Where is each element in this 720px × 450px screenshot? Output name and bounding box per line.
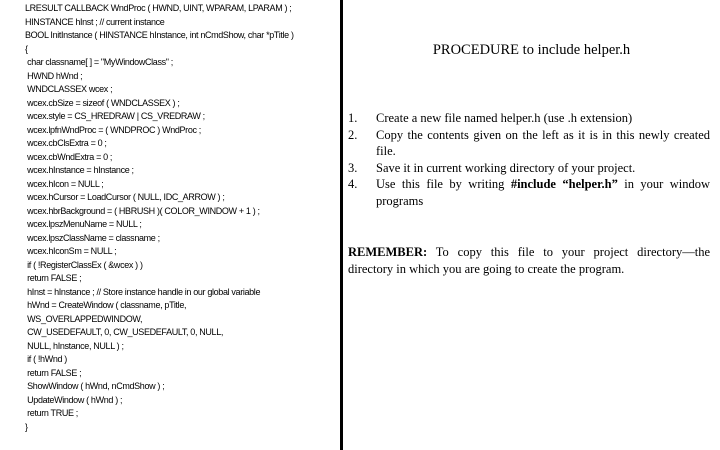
code-line: char classname[ ] = "MyWindowClass" ; — [25, 57, 173, 67]
code-line: wcex.hIcon = NULL ; — [25, 178, 104, 189]
code-line: wcex.hCursor = LoadCursor ( NULL, IDC_ARROW ) ; — [25, 192, 225, 202]
step-item — [348, 176, 710, 209]
code-line: wcex.hbrBackground = ( HBRUSH )( COLOR_WINDOW + 1 ) ; — [25, 205, 260, 216]
code-line: wcex.hInstance = hInstance ; — [25, 165, 134, 175]
code-line: wcex.lpszMenuName = NULL ; — [25, 219, 142, 229]
code-line: HINSTANCE hInst ; // current instance — [25, 16, 165, 27]
code-line: } — [25, 421, 28, 432]
step-number: 3. — [348, 160, 358, 175]
code-line: wcex.style = CS_HREDRAW | CS_VREDRAW ; — [25, 111, 205, 121]
code-line: return FALSE ; — [25, 367, 82, 378]
code-line: return TRUE ; — [25, 408, 78, 418]
code-panel — [0, 0, 340, 450]
include-directive: #include “helper.h” — [510, 177, 618, 191]
code-line: LRESULT CALLBACK WndProc ( HWND, UINT, WPARAM, LPARAM ) ; — [25, 3, 292, 13]
code-line: hInst = hInstance ; // Store instance handle in our global variable — [25, 286, 261, 297]
step-text-before: Use this file by writing — [376, 177, 511, 191]
code-line: wcex.cbWndExtra = 0 ; — [25, 151, 113, 162]
remember-text: To copy this file to your project directory—the directory in which you are going to create the program. — [348, 245, 710, 276]
code-line: wcex.lpszClassName = classname ; — [25, 232, 160, 243]
code-line: UpdateWindow ( hWnd ) ; — [25, 394, 123, 405]
step-text: Create a new file named helper.h (use .h extension) — [376, 111, 633, 125]
code-line: hWnd = CreateWindow ( classname, pTitle, — [25, 300, 187, 310]
code-line: { — [25, 43, 28, 54]
step-number: 4. — [348, 177, 358, 191]
code-line: CW_USEDEFAULT, 0, CW_USEDEFAULT, 0, NULL, — [25, 327, 224, 337]
code-line: BOOL InitInstance ( HINSTANCE hInstance, int nCmdShow, char *pTitle ) — [25, 30, 294, 40]
code-line: wcex.cbSize = sizeof ( WNDCLASSEX ) ; — [25, 97, 180, 108]
code-listing — [25, 2, 337, 434]
step-item — [348, 160, 710, 177]
code-line: HWND hWnd ; — [25, 70, 83, 81]
code-line: wcex.cbClsExtra = 0 ; — [25, 138, 107, 148]
step-number: 1. — [348, 111, 358, 125]
step-item — [348, 127, 710, 160]
code-line: ShowWindow ( hWnd, nCmdShow ) ; — [25, 381, 165, 391]
procedure-panel — [343, 0, 720, 450]
step-text: Copy the contents given on the left as it is in this newly created file. — [376, 127, 710, 158]
step-text: Save it in current working directory of your project. — [376, 160, 636, 175]
code-line: wcex.hIconSm = NULL ; — [25, 246, 117, 256]
procedure-steps — [348, 110, 710, 209]
code-line: return FALSE ; — [25, 273, 82, 283]
remember-note — [348, 244, 710, 277]
procedure-heading: PROCEDURE to include helper.h — [432, 42, 631, 58]
code-line: if ( !RegisterClassEx ( &wcex ) ) — [25, 259, 143, 270]
code-line: WNDCLASSEX wcex ; — [25, 84, 113, 94]
step-text-after: in your window programs — [376, 177, 710, 208]
code-line: NULL, hInstance, NULL ) ; — [25, 340, 124, 351]
step-item — [348, 110, 710, 127]
code-line: WS_OVERLAPPEDWINDOW, — [25, 313, 143, 324]
code-line: wcex.lpfnWndProc = ( WNDPROC ) WndProc ; — [25, 124, 201, 135]
step-number: 2. — [348, 127, 358, 142]
code-line: if ( !hWnd ) — [25, 354, 67, 364]
remember-label: REMEMBER: — [348, 245, 428, 259]
